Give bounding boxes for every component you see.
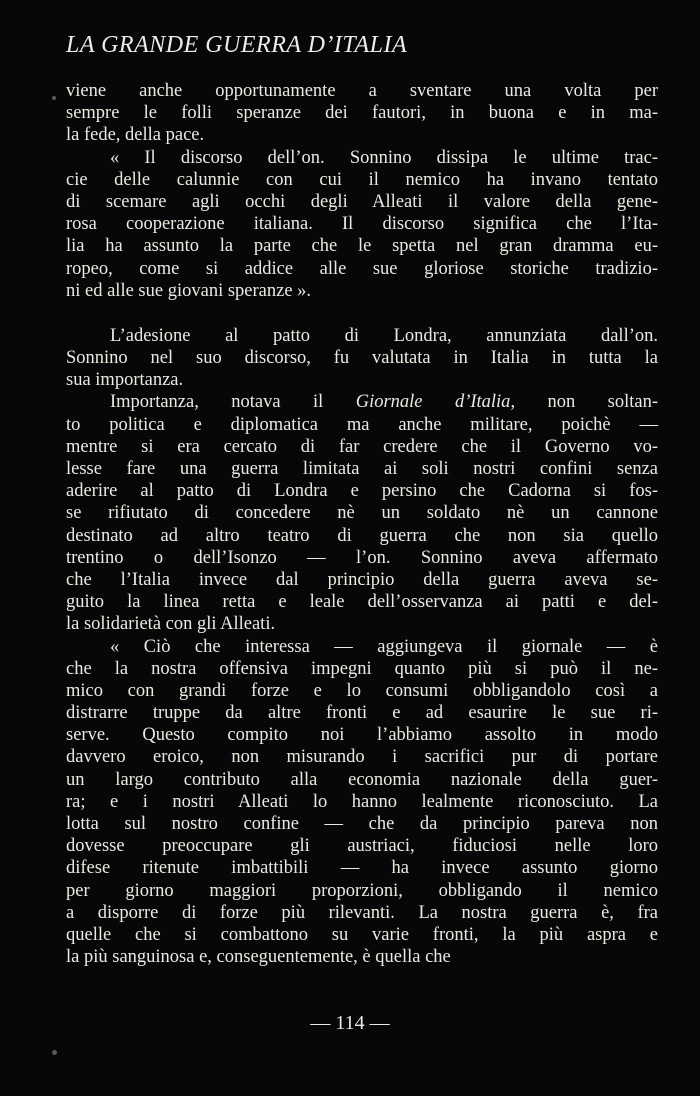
paragraph — [66, 80, 658, 147]
paragraph — [66, 391, 658, 635]
text-line: cie delle calunnie con cui il nemico ha invano tentato — [66, 169, 658, 190]
text-line: difese ritenute imbattibili — ha invece assunto giorno — [66, 858, 658, 879]
text-line: lia ha assunto la parte che le spetta nel gran dramma eu- — [66, 236, 658, 257]
paragraph-gap — [66, 302, 658, 325]
text-line: « Il discorso dell’on. Sonnino dissipa le ultime trac- — [110, 147, 658, 168]
text-line: Importanza, notava il Giornale d’Italia, non soltan- — [110, 392, 659, 413]
text-line: lesse fare una guerra limitata ai soli nostri confini senza — [66, 459, 658, 479]
paragraph — [66, 325, 658, 392]
text-line: se rifiutato di concedere nè un soldato nè un cannone — [66, 503, 658, 524]
text-line: davvero eroico, non misurando i sacrifici pur di portare — [66, 747, 658, 768]
text-line: dovesse preoccupare gli austriaci, fiduciosi nelle loro — [66, 836, 658, 857]
text-line: mentre si era cercato di far credere che il Governo vo- — [66, 436, 658, 457]
paragraph — [66, 147, 658, 302]
text-line: a disporre di forze più rilevanti. La nostra guerra è, fra — [66, 902, 658, 923]
text-line: distrarre truppe da altre fronti e ad esaurire le sue ri- — [66, 703, 658, 724]
text-line: quelle che si combattono su varie fronti, la più aspra e — [66, 924, 658, 945]
page-number: — 114 — — [310, 1012, 390, 1034]
text-line: rosa cooperazione italiana. Il discorso significa che l’Ita- — [66, 214, 658, 235]
text-line: L’adesione al patto di Londra, annunziata dall’on. — [110, 325, 658, 346]
text-line: sempre le folli speranze dei fautori, in buona e in ma- — [66, 103, 658, 124]
text-line: guito la linea retta e leale dell’osservanza ai patti e del- — [66, 592, 658, 613]
body-text — [66, 80, 658, 968]
text-line: mico con grandi forze e lo consumi obbligandolo così a — [66, 680, 658, 701]
speck-mark — [52, 96, 56, 100]
text-line: viene anche opportunamente a sventare una volta per — [66, 81, 658, 101]
text-line: to politica e diplomatica ma anche militare, poichè — — [66, 414, 658, 435]
newspaper-title: Giornale d’Italia — [355, 392, 511, 413]
text-line: destinato ad altro teatro di guerra che non sia quello — [66, 525, 658, 546]
text-line: di scemare agli occhi degli Alleati il valore della gene- — [66, 191, 658, 212]
text-line: che la nostra offensiva impegni quanto più si può il ne- — [66, 658, 658, 679]
text-line: ni ed alle sue giovani speranze ». — [66, 280, 312, 301]
text-line: lotta sul nostro confine — che da principio pareva non — [66, 814, 658, 834]
text-line: la solidarietà con gli Alleati. — [66, 614, 276, 635]
text-line: un largo contributo alla economia nazionale della guer- — [66, 769, 658, 790]
text-line: la più sanguinosa e, conseguentemente, è quella che — [66, 947, 451, 968]
paragraph — [66, 636, 658, 969]
text-line: « Ciò che interessa — aggiungeva il giornale — è — [110, 636, 658, 657]
text-line: sua importanza. — [66, 370, 184, 391]
text-line: la fede, della pace. — [66, 125, 205, 146]
text-line: ropeo, come si addice alle sue gloriose storiche tradizio- — [66, 258, 658, 279]
text-line: Sonnino nel suo discorso, fu valutata in Italia in tutta la — [66, 348, 658, 369]
speck-mark — [52, 1050, 57, 1055]
text-line: per giorno maggiori proporzioni, obbligando il nemico — [66, 880, 658, 901]
text-line: serve. Questo compito noi l’abbiamo assolto in modo — [66, 725, 658, 746]
text-line: aderire al patto di Londra e persino che Cadorna si fos- — [66, 481, 658, 502]
text-line: che l’Italia invece dal principio della guerra aveva se- — [66, 569, 658, 590]
text-line: trentino o dell’Isonzo — l’on. Sonnino aveva affermato — [66, 547, 658, 568]
running-header: LA GRANDE GUERRA D’ITALIA — [66, 32, 408, 58]
text-line: ra; e i nostri Alleati lo hanno lealmente riconosciuto. La — [66, 791, 658, 812]
